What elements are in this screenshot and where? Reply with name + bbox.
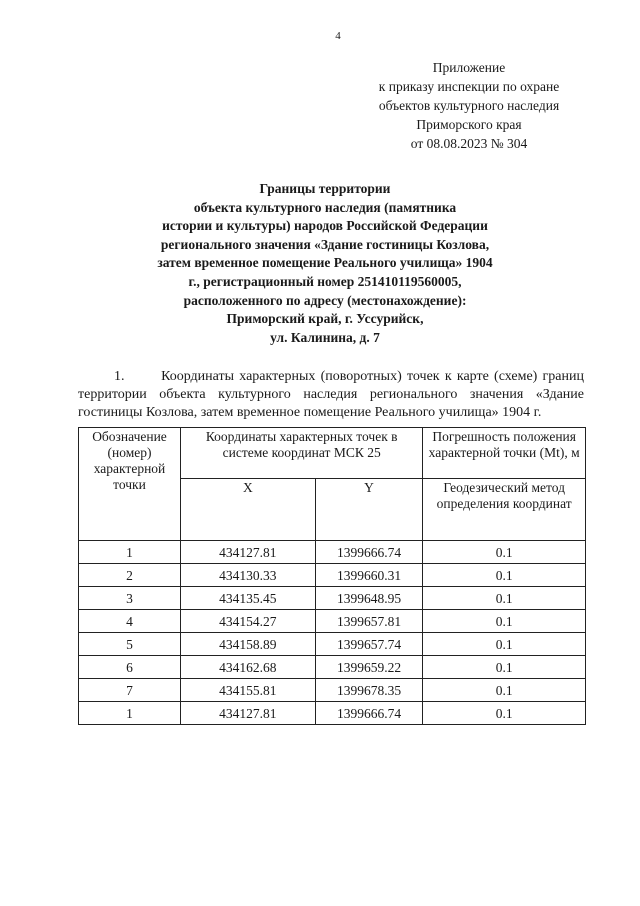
cell-y: 1399648.95 xyxy=(315,587,423,610)
annex-line: Приложение xyxy=(432,60,506,75)
cell-point-number: 1 xyxy=(79,541,181,564)
cell-point-number: 3 xyxy=(79,587,181,610)
cell-point-number: 1 xyxy=(79,702,181,725)
table-header-row xyxy=(79,428,586,479)
cell-y: 1399659.22 xyxy=(315,656,423,679)
annex-line: Приморского края xyxy=(416,117,522,132)
cell-y: 1399666.74 xyxy=(315,541,423,564)
annex-block xyxy=(360,58,578,153)
cell-y: 1399660.31 xyxy=(315,564,423,587)
cell-x: 434130.33 xyxy=(181,564,316,587)
table-row xyxy=(79,656,586,679)
cell-x: 434127.81 xyxy=(181,702,316,725)
document-title xyxy=(120,180,530,347)
title-line: г., регистрационный номер 251410119560005, xyxy=(188,273,462,289)
header-point-designation: Обозначение (номер) характерной точки xyxy=(79,428,181,541)
cell-x: 434154.27 xyxy=(181,610,316,633)
paragraph-rest: территории объекта культурного наследия регионального значения «Здание гостиницы Козлова, затем временное помещение Реального училища» 1904 г. xyxy=(78,387,584,420)
cell-point-number: 7 xyxy=(79,679,181,702)
title-line: расположенного по адресу (местонахождение): xyxy=(183,292,467,308)
title-line: Приморский край, г. Уссурийск, xyxy=(226,311,424,327)
cell-point-number: 4 xyxy=(79,610,181,633)
table-row xyxy=(79,702,586,725)
cell-accuracy: 0.1 xyxy=(423,610,586,633)
cell-y: 1399657.74 xyxy=(315,633,423,656)
title-line: ул. Калинина, д. 7 xyxy=(270,329,380,345)
annex-line: к приказу инспекции по охране xyxy=(378,79,560,94)
table-row xyxy=(79,564,586,587)
title-line: объекта культурного наследия (памятника xyxy=(193,199,457,215)
table-row xyxy=(79,541,586,564)
cell-y: 1399657.81 xyxy=(315,610,423,633)
cell-y: 1399678.35 xyxy=(315,679,423,702)
cell-x: 434162.68 xyxy=(181,656,316,679)
cell-accuracy: 0.1 xyxy=(423,679,586,702)
title-line: затем временное помещение Реального училища» 1904 xyxy=(157,255,493,271)
cell-point-number: 2 xyxy=(79,564,181,587)
cell-accuracy: 0.1 xyxy=(423,702,586,725)
annex-line: от 08.08.2023 № 304 xyxy=(410,136,528,151)
annex-line: объектов культурного наследия xyxy=(378,98,560,113)
header-accuracy: Погрешность положения характерной точки (Mt), м xyxy=(423,428,586,479)
cell-point-number: 5 xyxy=(79,633,181,656)
cell-accuracy: 0.1 xyxy=(423,633,586,656)
cell-accuracy: 0.1 xyxy=(423,656,586,679)
cell-x: 434155.81 xyxy=(181,679,316,702)
title-line: истории и культуры) народов Российской Федерации xyxy=(162,218,488,234)
cell-accuracy: 0.1 xyxy=(423,541,586,564)
cell-y: 1399666.74 xyxy=(315,702,423,725)
cell-point-number: 6 xyxy=(79,656,181,679)
header-x: X xyxy=(181,479,316,541)
coordinates-table xyxy=(78,427,586,725)
cell-accuracy: 0.1 xyxy=(423,587,586,610)
cell-x: 434135.45 xyxy=(181,587,316,610)
page-number: 4 xyxy=(335,30,341,42)
table-row xyxy=(79,610,586,633)
paragraph-first-line: 1. Координаты характерных (поворотных) точек к карте (схеме) границ xyxy=(114,369,584,384)
coordinates-paragraph xyxy=(78,368,584,422)
title-line: регионального значения «Здание гостиницы Козлова, xyxy=(160,236,490,252)
table-row xyxy=(79,587,586,610)
title-line: Границы территории xyxy=(259,181,391,196)
cell-accuracy: 0.1 xyxy=(423,564,586,587)
cell-x: 434127.81 xyxy=(181,541,316,564)
table-row xyxy=(79,633,586,656)
header-method: Геодезический метод определения координат xyxy=(423,479,586,541)
cell-x: 434158.89 xyxy=(181,633,316,656)
header-y: Y xyxy=(315,479,423,541)
table-row xyxy=(79,679,586,702)
header-coordinates: Координаты характерных точек в системе координат МСК 25 xyxy=(181,428,423,479)
